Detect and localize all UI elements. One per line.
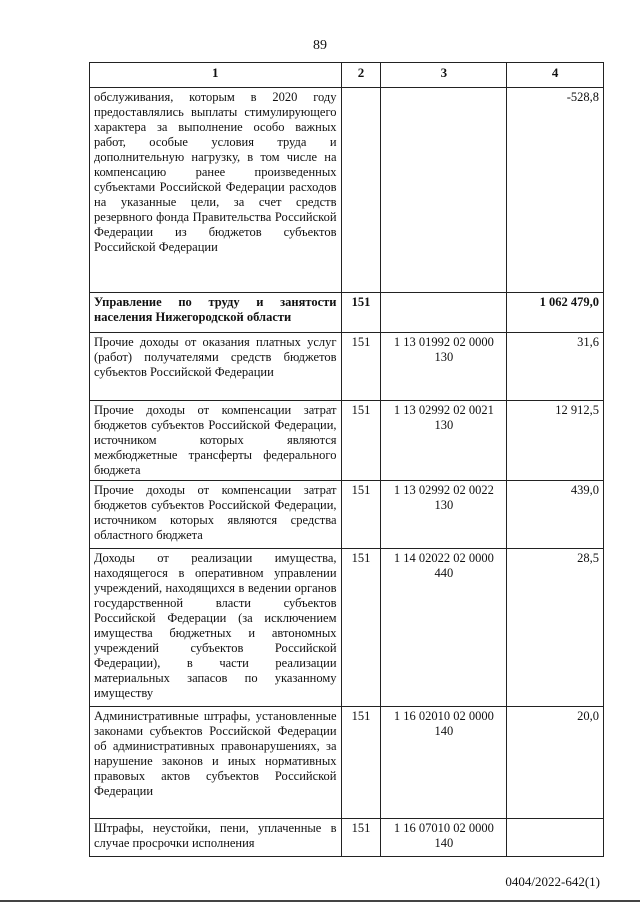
revenue-table	[89, 62, 604, 857]
row-description: Штрафы, неустойки, пени, уплаченные в случае просрочки исполнения	[90, 819, 342, 857]
row-admin-code: 151	[341, 333, 381, 401]
table-row	[90, 481, 604, 549]
row-budget-code	[381, 88, 507, 293]
row-description: Управление по труду и занятости населения Нижегородской области	[90, 293, 342, 333]
row-admin-code: 151	[341, 549, 381, 707]
table-header-row	[90, 63, 604, 88]
column-header: 3	[381, 63, 507, 88]
row-description: Прочие доходы от компенсации затрат бюджетов субъектов Российской Федерации, источником которых являются межбюджетные трансферты федерального бюджета	[90, 401, 342, 481]
row-budget-code: 1 16 02010 02 0000 140	[381, 707, 507, 819]
page-bottom-divider	[0, 900, 640, 902]
row-amount: 31,6	[507, 333, 604, 401]
row-admin-code: 151	[341, 293, 381, 333]
row-description: Прочие доходы от компенсации затрат бюджетов субъектов Российской Федерации, источником которых являются средства областного бюджета	[90, 481, 342, 549]
row-amount	[507, 819, 604, 857]
table-row	[90, 549, 604, 707]
row-amount: -528,8	[507, 88, 604, 293]
row-admin-code	[341, 88, 381, 293]
table-row	[90, 819, 604, 857]
row-amount: 439,0	[507, 481, 604, 549]
row-budget-code	[381, 293, 507, 333]
table-row	[90, 88, 604, 293]
row-amount: 20,0	[507, 707, 604, 819]
row-description: Прочие доходы от оказания платных услуг (работ) получателями средств бюджетов субъектов Российской Федерации	[90, 333, 342, 401]
row-budget-code: 1 13 02992 02 0021 130	[381, 401, 507, 481]
row-admin-code: 151	[341, 819, 381, 857]
row-description: Административные штрафы, установленные законами субъектов Российской Федерации об административных правонарушениях, за нарушение законов и иных нормативных правовых актов субъектов Российской Федерации	[90, 707, 342, 819]
column-header: 4	[507, 63, 604, 88]
row-description: Доходы от реализации имущества, находящегося в оперативном управлении учреждений, находящихся в ведении органов государственной власти субъектов Российской Федерации (за исключением имущества бюджетных и автономных учреждений субъектов Российской Федерации), в части реализации материальных запасов по указанному имуществу	[90, 549, 342, 707]
page-number: 89	[313, 38, 327, 53]
row-amount: 1 062 479,0	[507, 293, 604, 333]
table-row	[90, 707, 604, 819]
table-row	[90, 333, 604, 401]
row-budget-code: 1 14 02022 02 0000 440	[381, 549, 507, 707]
table-row	[90, 401, 604, 481]
row-description: обслуживания, которым в 2020 году предоставлялись выплаты стимулирующего характера за выполнение особо важных работ, особые условия труда и дополнительную нагрузку, в том числе на компенсацию ранее произведенных субъектами Российской Федерации расходов на указанные цели, за счет средств резервного фонда Правительства Российской Федерации из бюджетов субъектов Российской Федерации	[90, 88, 342, 293]
column-header: 1	[90, 63, 342, 88]
table-row	[90, 293, 604, 333]
document-registration-code: 0404/2022-642(1)	[505, 874, 600, 889]
row-amount: 28,5	[507, 549, 604, 707]
row-amount: 12 912,5	[507, 401, 604, 481]
column-header: 2	[341, 63, 381, 88]
row-admin-code: 151	[341, 707, 381, 819]
row-admin-code: 151	[341, 401, 381, 481]
row-budget-code: 1 16 07010 02 0000 140	[381, 819, 507, 857]
row-budget-code: 1 13 02992 02 0022 130	[381, 481, 507, 549]
row-admin-code: 151	[341, 481, 381, 549]
row-budget-code: 1 13 01992 02 0000 130	[381, 333, 507, 401]
